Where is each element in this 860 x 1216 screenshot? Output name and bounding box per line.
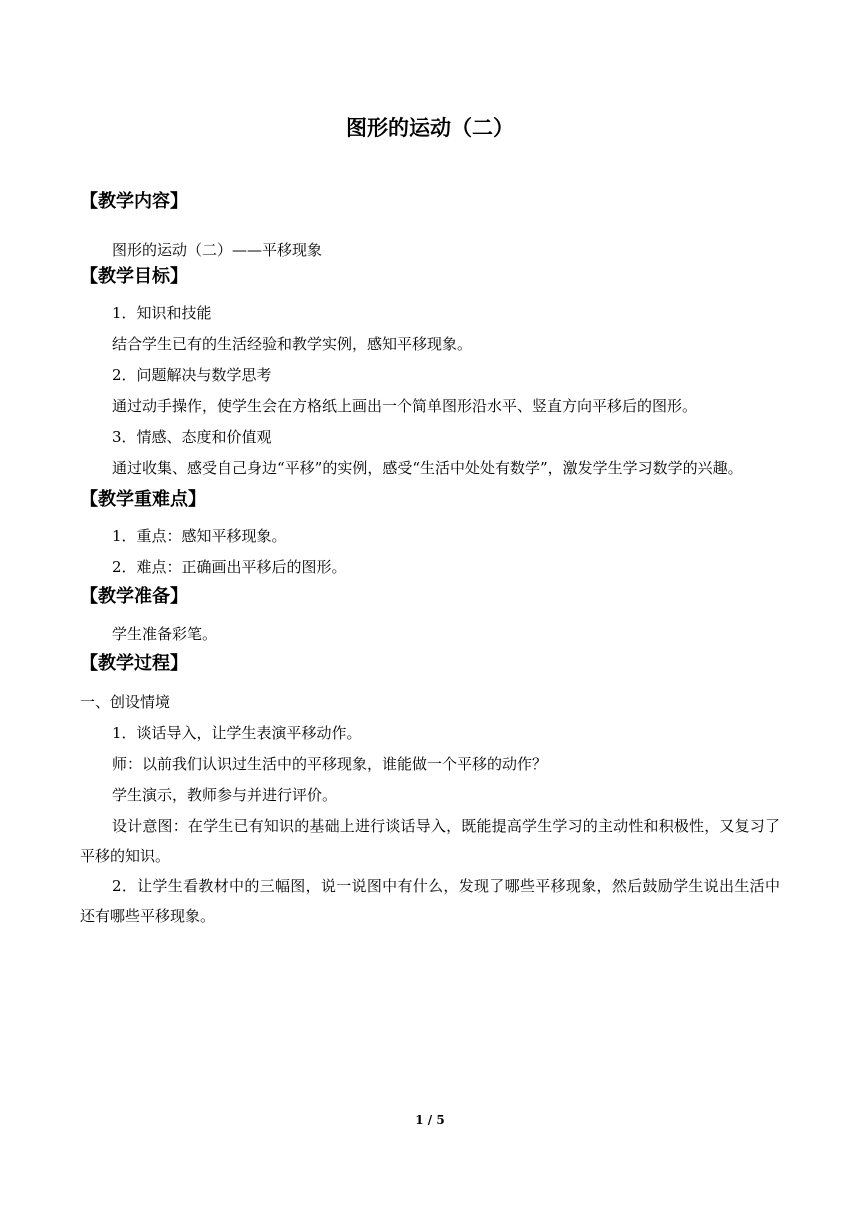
paragraph: 1．重点：感知平移现象。 [112, 527, 287, 545]
section-teaching-process [80, 652, 780, 931]
paragraph: 1．谈话导入，让学生表演平移动作。 [112, 724, 362, 742]
paragraph: 一、创设情境 [80, 693, 171, 711]
paragraph: 图形的运动（二）——平移现象 [112, 241, 323, 259]
paragraph: 通过收集、感受自己身边“平移”的实例，感受“生活中处处有数学”，激发学生学习数学的兴趣。 [112, 459, 743, 477]
section-heading: 【教学准备】 [80, 586, 188, 607]
page-number: 1 / 5 [415, 1113, 445, 1127]
document-title: 图形的运动（二） [346, 116, 514, 140]
section-heading: 【教学重难点】 [80, 489, 206, 510]
section-key-difficulties [80, 488, 780, 579]
section-heading: 【教学过程】 [80, 653, 188, 674]
section-heading: 【教学目标】 [80, 266, 188, 287]
section-teaching-content [80, 190, 780, 262]
paragraph: 学生准备彩笔。 [112, 625, 218, 643]
section-heading: 【教学内容】 [80, 191, 188, 212]
paragraph: 通过动手操作，使学生会在方格纸上画出一个简单图形沿水平、竖直方向平移后的图形。 [112, 397, 698, 415]
document-body [80, 190, 780, 931]
paragraph: 学生演示，教师参与并进行评价。 [112, 786, 338, 804]
paragraph: 设计意图：在学生已有知识的基础上进行谈话导入，既能提高学生学习的主动性和积极性，又复习了平移的知识。 [80, 817, 780, 865]
paragraph: 3．情感、态度和价值观 [112, 428, 272, 446]
paragraph: 1．知识和技能 [112, 304, 212, 322]
paragraph: 结合学生已有的生活经验和教学实例，感知平移现象。 [112, 335, 473, 353]
section-teaching-preparation [80, 585, 780, 646]
paragraph: 2．问题解决与数学思考 [112, 366, 272, 384]
paragraph: 2．难点：正确画出平移后的图形。 [112, 558, 347, 576]
paragraph: 2．让学生看教材中的三幅图，说一说图中有什么，发现了哪些平移现象，然后鼓励学生说出生活中还有哪些平移现象。 [80, 877, 780, 925]
paragraph: 师：以前我们认识过生活中的平移现象，谁能做一个平移的动作？ [112, 755, 548, 773]
section-teaching-objectives [80, 265, 780, 483]
